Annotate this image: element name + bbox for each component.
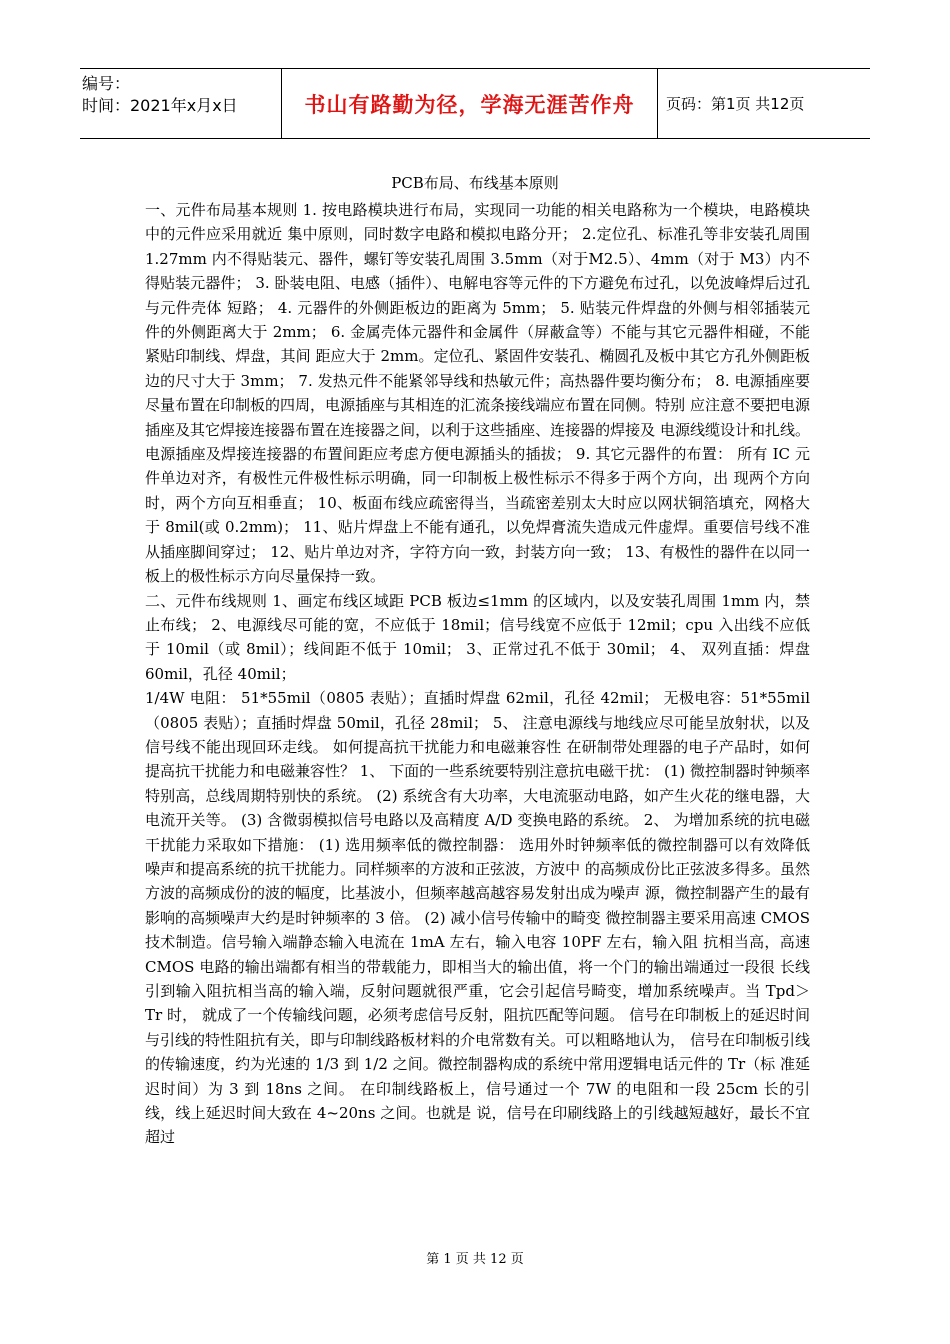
header-meta (80, 69, 282, 138)
paragraph: 1/4W 电阻： 51*55mil（0805 表贴）；直插时焊盘 62mil，孔径 42mil； 无极电容：51*55mil（0805 表贴）；直插时焊盘 50mil，孔径 28mil； 5、 注意电源线与地线应尽可能呈放射状，以及信号线不能出现回环走线。 如何提高抗干扰能力和电磁兼容性 在研制带处理器的电子产品时，如何提高抗干扰能力和电磁兼容性？ 1、 下面的一些系统要特别注意抗电磁干扰： (1) 微控制器时钟频率特别高，总线周期特别快的系统。 (2) 系统含有大功率，大电流驱动电路，如产生火花的继电器，大电流开关等。 (3) 含微弱模拟信号电路以及高精度 A/D 变换电路的系统。 2、 为增加系统的抗电磁干扰能力采取如下措施： (1) 选用频率低的微控制器： 选用外时钟频率低的微控制器可以有效降低噪声和提高系统的抗干扰能力。同样频率的方波和正弦波，方波中 的高频成份比正弦波多得多。虽然方波的高频成份的波的幅度，比基波小，但频率越高越容易发射出成为噪声 源，微控制器产生的最有影响的高频噪声大约是时钟频率的 3 倍。 (2) 减小信号传输中的畸变 微控制器主要采用高速 CMOS 技术制造。信号输入端静态输入电流在 1mA 左右，输入电容 10PF 左右，输入阻 抗相当高，高速 CMOS 电路的输出端都有相当的带载能力，即相当大的输出值，将一个门的输出端通过一段很 长线引到输入阻抗相当高的输入端，反射问题就很严重，它会引起信号畸变，增加系统噪声。当 Tpd＞Tr 时， 就成了一个传输线问题，必须考虑信号反射，阻抗匹配等问题。 信号在印制板上的延迟时间与引线的特性阻抗有关，即与印制线路板材料的介电常数有关。可以粗略地认为， 信号在印制板引线的传输速度，约为光速的 1/3 到 1/2 之间。微控制器构成的系统中常用逻辑电话元件的 Tr（标 准延迟时间）为 3 到 18ns 之间。 在印制线路板上，信号通过一个 7W 的电阻和一段 25cm 长的引线，线上延迟时间大致在 4~20ns 之间。也就是 说，信号在印刷线路上的引线越短越好，最长不宜超过 (145, 689, 811, 1147)
page-info: 页码：第1页 共12页 (666, 95, 805, 113)
number-label: 编号： (82, 74, 131, 93)
document-body (145, 198, 810, 1150)
paragraph: 一、元件布局基本规则 1. 按电路模块进行布局，实现同一功能的相关电路称为一个模块，电路模块中的元件应采用就近 集中原则，同时数字电路和模拟电路分开； 2.定位孔、标准孔等非安装孔周围 1.27mm 内不得贴装元、器件，螺钉等安装孔周围 3.5mm（对于M2.5）、4mm（对于 M3）内不得贴装元器件； 3. 卧装电阻、电感（插件）、电解电容等元件的下方避免布过孔，以免波峰焊后过孔与元件壳体 短路； 4. 元器件的外侧距板边的距离为 5mm； 5. 贴装元件焊盘的外侧与相邻插装元件的外侧距离大于 2mm； 6. 金属壳体元器件和金属件（屏蔽盒等）不能与其它元器件相碰，不能紧贴印制线、焊盘，其间 距应大于 2mm。定位孔、紧固件安装孔、椭圆孔及板中其它方孔外侧距板边的尺寸大于 3mm； 7. 发热元件不能紧邻导线和热敏元件；高热器件要均衡分布； 8. 电源插座要尽量布置在印制板的四周，电源插座与其相连的汇流条接线端应布置在同侧。特别 应注意不要把电源插座及其它焊接连接器布置在连接器之间，以利于这些插座、连接器的焊接及 电源线缆设计和扎线。电源插座及焊接连接器的布置间距应考虑方便电源插头的插拔； 9. 其它元器件的布置： 所有 IC 元件单边对齐，有极性元件极性标示明确，同一印制板上极性标示不得多于两个方向，出 现两个方向时，两个方向互相垂直； 10、板面布线应疏密得当，当疏密差别太大时应以网状铜箔填充，网格大于 8mil(或 0.2mm)； 11、贴片焊盘上不能有通孔，以免焊膏流失造成元件虚焊。重要信号线不准从插座脚间穿过； 12、贴片单边对齐，字符方向一致，封装方向一致； 13、有极性的器件在以同一板上的极性标示方向尽量保持一致。 (145, 201, 810, 586)
motto: 书山有路勤为径，学海无涯苦作舟 (282, 69, 658, 138)
document-header (80, 68, 870, 139)
date-label: 时间：2021年x月x日 (82, 96, 238, 115)
paragraph: 二、元件布线规则 1、画定布线区域距 PCB 板边≤1mm 的区域内，以及安装孔周围 1mm 内，禁止布线； 2、电源线尽可能的宽，不应低于 18mil；信号线宽不应低于 12mil；cpu 入出线不应低于 10mil（或 8mil）；线间距不低于 10mil； 3、正常过孔不低于 30mil； 4、 双列直插：焊盘 60mil，孔径 40mil； (145, 591, 810, 683)
page-footer: 第 1 页 共 12 页 (426, 1252, 524, 1267)
document-title: PCB布局、布线基本原则 (391, 174, 559, 192)
